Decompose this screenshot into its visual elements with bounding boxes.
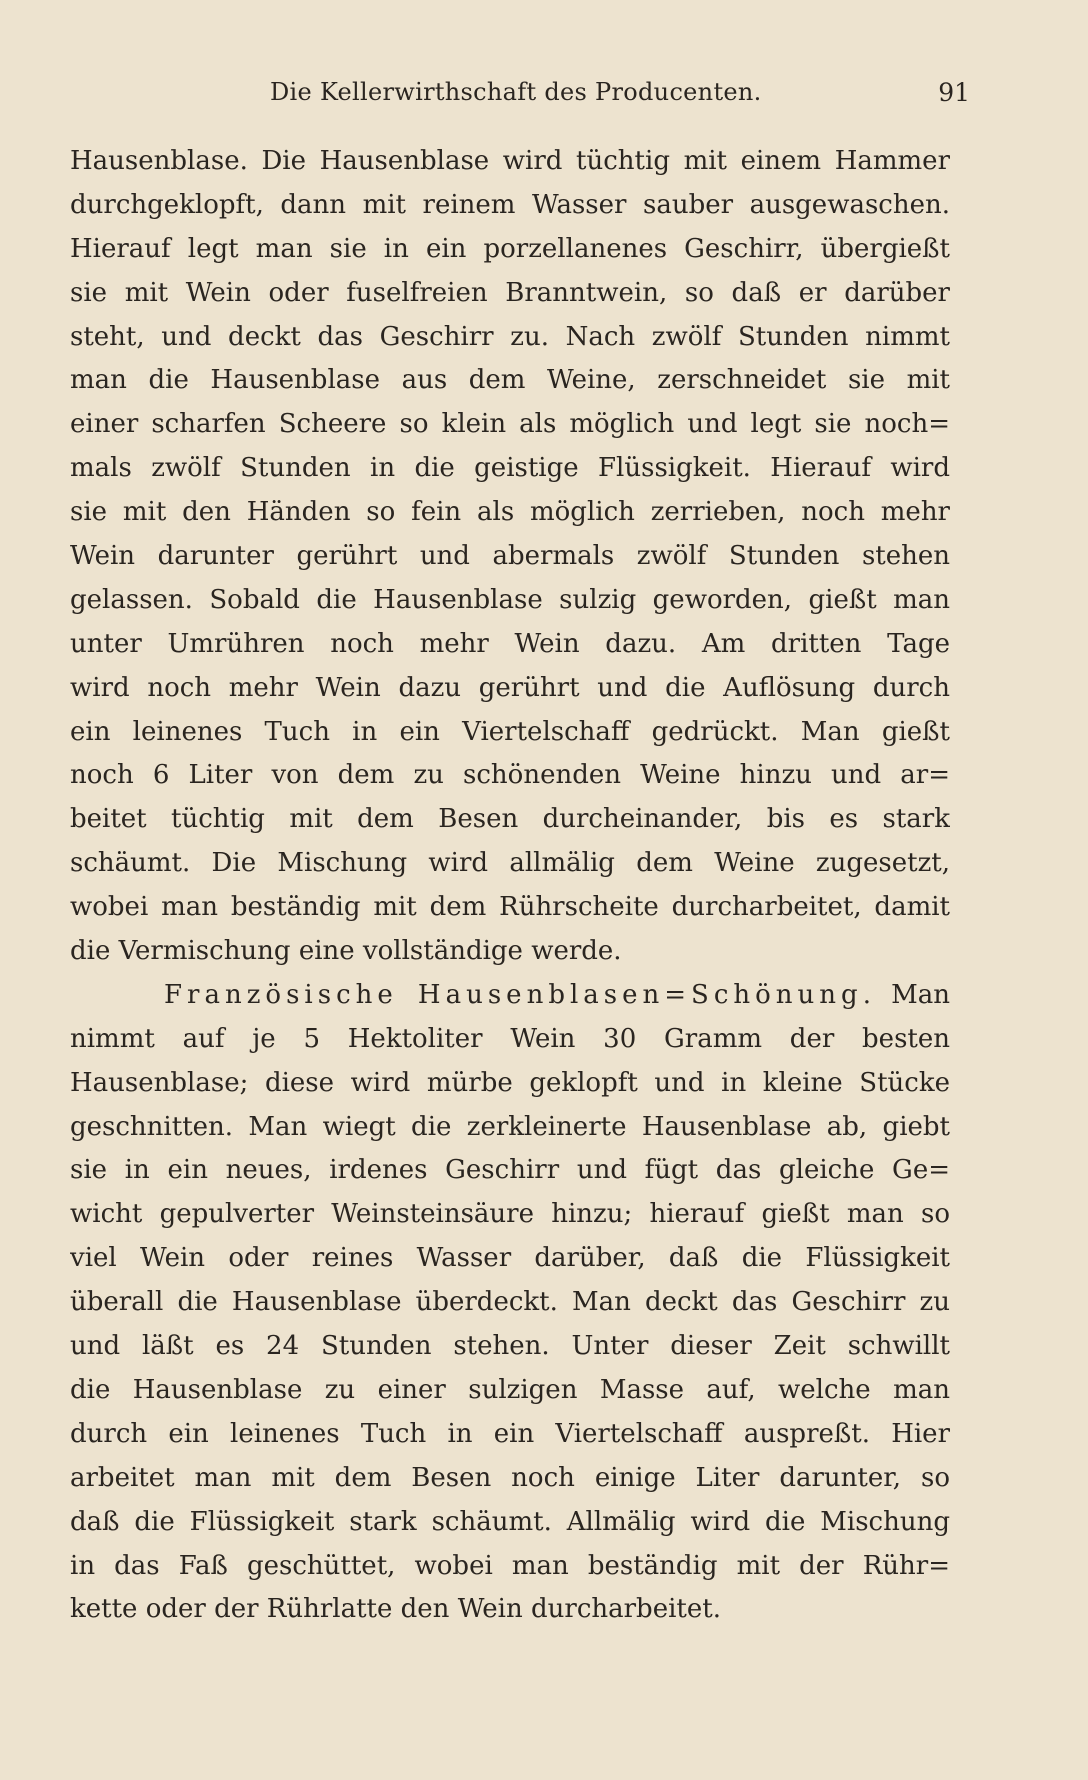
text-line: durchgeklopft, dann mit reinem Wasser sauber ausgewaschen. xyxy=(70,189,950,220)
text-line: arbeitet man mit dem Besen noch einige Liter darunter, so xyxy=(70,1462,950,1493)
text-line: geschnitten. Man wiegt die zerkleinerte Hausenblase ab, giebt xyxy=(70,1111,950,1142)
text-line: kette oder der Rührlatte den Wein durcharbeitet. xyxy=(70,1594,721,1625)
text-line: durch ein leinenes Tuch in ein Viertelschaff auspreßt. Hier xyxy=(70,1418,950,1449)
heading-line-rest: Man xyxy=(891,979,950,1010)
text-line: Hausenblase; diese wird mürbe geklopft und in kleine Stücke xyxy=(70,1067,950,1098)
text-line: sie in ein neues, irdenes Geschirr und fügt das gleiche Ge= xyxy=(70,1155,950,1186)
text-line: wobei man beständig mit dem Rührscheite durcharbeitet, damit xyxy=(70,892,950,923)
text-line: beitet tüchtig mit dem Besen durcheinander, bis es stark xyxy=(70,804,950,835)
text-line: nimmt auf je 5 Hektoliter Wein 30 Gramm der besten xyxy=(70,1023,950,1054)
text-line: Hierauf legt man sie in ein porzellanenes Geschirr, übergießt xyxy=(70,233,950,264)
text-line: noch 6 Liter von dem zu schönenden Weine hinzu und ar= xyxy=(70,760,950,791)
text-line: daß die Flüssigkeit stark schäumt. Allmälig wird die Mischung xyxy=(70,1506,950,1537)
text-line: und läßt es 24 Stunden stehen. Unter dieser Zeit schwillt xyxy=(70,1331,950,1362)
text-line: mals zwölf Stunden in die geistige Flüssigkeit. Hierauf wird xyxy=(70,453,950,484)
text-line: man die Hausenblase aus dem Weine, zerschneidet sie mit xyxy=(70,365,950,396)
text-line: ein leinenes Tuch in ein Viertelschaff gedrückt. Man gießt xyxy=(70,716,950,747)
body-text xyxy=(70,140,950,1632)
text-line: in das Faß geschüttet, wobei man beständig mit der Rühr= xyxy=(70,1550,950,1581)
text-line: einer scharfen Scheere so klein als möglich und legt sie noch= xyxy=(70,409,950,440)
text-line: überall die Hausenblase überdeckt. Man deckt das Geschirr zu xyxy=(70,1287,950,1318)
text-line: sie mit Wein oder fuselfreien Branntwein, so daß er darüber xyxy=(70,277,950,308)
running-head: Die Kellerwirthschaft des Producenten. xyxy=(270,78,762,106)
text-line: die Vermischung eine vollständige werde. xyxy=(70,936,622,967)
text-line: wird noch mehr Wein dazu gerührt und die Auflösung durch xyxy=(70,672,950,703)
page-number: 91 xyxy=(938,78,970,107)
paragraph-heading-line xyxy=(70,974,950,1018)
paragraph-1 xyxy=(70,140,950,974)
text-line: wicht gepulverter Weinsteinsäure hinzu; hierauf gießt man so xyxy=(70,1199,950,1230)
text-line: gelassen. Sobald die Hausenblase sulzig geworden, gießt man xyxy=(70,584,950,615)
text-line: viel Wein oder reines Wasser darüber, daß die Flüssigkeit xyxy=(70,1243,950,1274)
text-line: Hausenblase. Die Hausenblase wird tüchtig mit einem Hammer xyxy=(70,146,950,176)
page-header xyxy=(70,78,970,118)
text-line: schäumt. Die Mischung wird allmälig dem Weine zugesetzt, xyxy=(70,848,950,879)
text-line: steht, und deckt das Geschirr zu. Nach zwölf Stunden nimmt xyxy=(70,321,950,352)
text-line: unter Umrühren noch mehr Wein dazu. Am dritten Tage xyxy=(70,628,950,659)
text-line: die Hausenblase zu einer sulzigen Masse auf, welche man xyxy=(70,1374,950,1405)
section-heading: Französische Hausenblasen=Schönung. xyxy=(164,979,876,1010)
text-line: sie mit den Händen so fein als möglich zerrieben, noch mehr xyxy=(70,497,950,528)
text-line: Wein darunter gerührt und abermals zwölf Stunden stehen xyxy=(70,541,950,572)
paragraph-2 xyxy=(70,974,950,1632)
